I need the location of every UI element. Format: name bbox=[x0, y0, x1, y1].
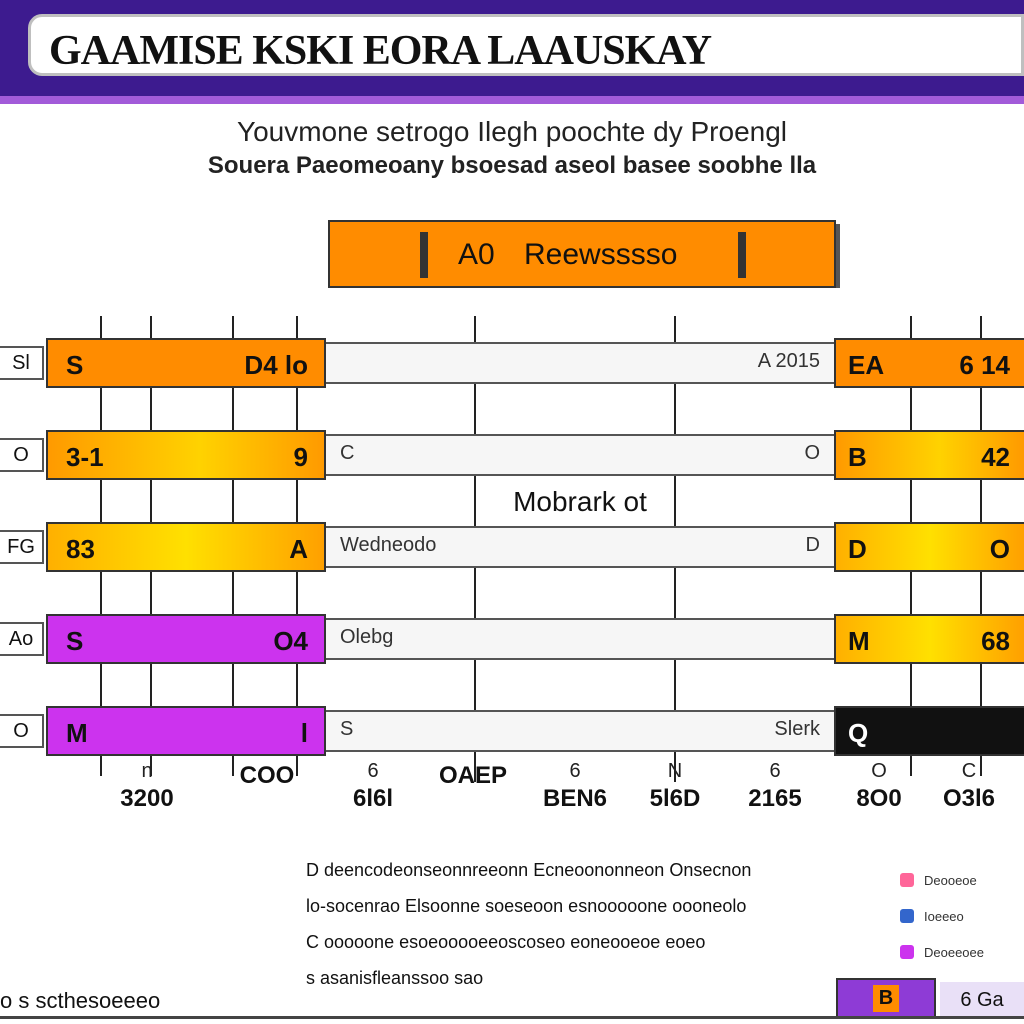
grid-row-2[interactable] bbox=[0, 430, 1024, 480]
row-label: O bbox=[0, 714, 44, 748]
right-value-a: D bbox=[848, 534, 867, 564]
row-mid-cell[interactable] bbox=[326, 434, 834, 476]
right-value-a: M bbox=[848, 626, 870, 656]
note-line: s asanisfleanssoo sao bbox=[306, 968, 484, 988]
mid-text-right: A 2015 bbox=[757, 350, 820, 372]
row-label: FG bbox=[0, 530, 44, 564]
axis-tick bbox=[720, 760, 830, 813]
schedule-grid bbox=[0, 316, 1024, 776]
button-left-bar bbox=[420, 232, 428, 278]
tick-bottom: 3200 bbox=[120, 785, 174, 812]
tick-top: O bbox=[871, 760, 887, 782]
legend bbox=[900, 862, 1020, 970]
tick-top: C bbox=[961, 760, 977, 782]
axis-tick bbox=[914, 760, 1024, 813]
grid-center-note: Mobrark ot bbox=[513, 486, 647, 517]
footer-text: o s scthesoeeeo bbox=[0, 988, 161, 1013]
tick-bottom: COO bbox=[239, 762, 295, 789]
row-mid-cell[interactable] bbox=[326, 342, 834, 384]
row-label: Ao bbox=[0, 622, 44, 656]
tick-bottom: 2165 bbox=[748, 785, 802, 812]
mid-text-left: Olebg bbox=[340, 626, 394, 648]
legend-label: Ioeeeo bbox=[924, 908, 964, 924]
header-button-code: A0 bbox=[458, 238, 495, 271]
left-value-a: 3-1 bbox=[66, 442, 104, 472]
tick-bottom: BEN6 bbox=[542, 785, 608, 812]
legend-label: Deoeeoee bbox=[924, 944, 984, 960]
tick-top: 6 bbox=[367, 760, 379, 782]
mid-text-left: Wedneodo bbox=[340, 534, 437, 556]
title-banner bbox=[28, 14, 1024, 76]
row-right-cell[interactable] bbox=[834, 706, 1024, 756]
left-value-b: O4 bbox=[273, 626, 308, 656]
mid-text-right: Slerk bbox=[774, 718, 820, 740]
grid-row-1[interactable] bbox=[0, 338, 1024, 388]
app-title: GAAMISE KSKI EORA LAAUSKAY bbox=[49, 28, 712, 74]
mid-text-left: S bbox=[340, 718, 354, 740]
row-mid-cell[interactable] bbox=[326, 618, 834, 660]
title-divider bbox=[0, 96, 1024, 104]
left-value-a: M bbox=[66, 718, 88, 748]
mid-text-right: D bbox=[805, 534, 820, 556]
right-value-a: EA bbox=[848, 350, 885, 380]
right-value-a: B bbox=[848, 442, 867, 472]
legend-swatch bbox=[900, 873, 914, 887]
axis-tick bbox=[418, 760, 528, 790]
row-left-cell[interactable] bbox=[46, 614, 326, 664]
row-label: O bbox=[0, 438, 44, 472]
button-right-bar bbox=[738, 232, 746, 278]
tick-top: 6 bbox=[769, 760, 781, 782]
page-headline: Youvmone setrogo Ilegh poochte dy Proengl bbox=[236, 116, 788, 147]
grid-row-3[interactable] bbox=[0, 522, 1024, 572]
legend-item bbox=[900, 898, 1020, 934]
left-value-a: 83 bbox=[66, 534, 95, 564]
right-value-b: 42 bbox=[981, 442, 1010, 472]
left-value-a: S bbox=[66, 350, 84, 380]
tick-bottom: O3l6 bbox=[942, 785, 996, 812]
tick-bottom: 5l6D bbox=[649, 785, 701, 812]
tick-top: 6 bbox=[569, 760, 581, 782]
tick-top: N bbox=[667, 760, 683, 782]
title-bar bbox=[0, 0, 1024, 100]
row-label: Sl bbox=[0, 346, 44, 380]
legend-swatch bbox=[900, 909, 914, 923]
row-left-cell[interactable] bbox=[46, 338, 326, 388]
axis-tick bbox=[620, 760, 730, 813]
note-line: lo-socenrao Elsoonne soeseoon esnooooone oooneolo bbox=[306, 896, 747, 916]
row-right-cell[interactable] bbox=[834, 614, 1024, 664]
axis-tick bbox=[520, 760, 630, 813]
legend-item bbox=[900, 934, 1020, 970]
legend-label: Deooeoe bbox=[924, 872, 977, 888]
right-value-a: Q bbox=[848, 718, 869, 748]
row-left-cell[interactable] bbox=[46, 430, 326, 480]
mid-text-left: C bbox=[340, 442, 355, 464]
time-axis bbox=[0, 760, 1024, 820]
footer-secondary-button[interactable]: 6 Ga bbox=[940, 982, 1024, 1018]
tick-bottom: 6l6l bbox=[352, 785, 394, 812]
right-value-b: 68 bbox=[981, 626, 1010, 656]
left-value-b: l bbox=[300, 718, 308, 748]
header-button-label: Reewsssso bbox=[524, 238, 678, 271]
row-right-cell[interactable] bbox=[834, 522, 1024, 572]
page-subline: Souera Paeomeoany bsoesad aseol basee soobhe lla bbox=[207, 152, 817, 179]
mid-text-right: O bbox=[804, 442, 820, 464]
legend-swatch bbox=[900, 945, 914, 959]
tick-bottom: 8O0 bbox=[856, 785, 902, 812]
left-value-b: A bbox=[289, 534, 308, 564]
left-value-a: S bbox=[66, 626, 84, 656]
grid-row-4[interactable] bbox=[0, 614, 1024, 664]
row-mid-cell[interactable] bbox=[326, 526, 834, 568]
axis-tick bbox=[92, 760, 202, 813]
legend-item bbox=[900, 862, 1020, 898]
footer-primary-button[interactable] bbox=[836, 978, 936, 1018]
grid-row-5[interactable] bbox=[0, 706, 1024, 756]
row-left-cell[interactable] bbox=[46, 522, 326, 572]
left-value-b: 9 bbox=[293, 442, 308, 472]
footer-divider bbox=[0, 1016, 1024, 1019]
tick-bottom: OAEP bbox=[438, 762, 507, 789]
right-value-b: O bbox=[989, 534, 1010, 564]
row-left-cell[interactable] bbox=[46, 706, 326, 756]
left-value-b: D4 lo bbox=[244, 350, 308, 380]
axis-tick bbox=[318, 760, 428, 813]
tick-top: n bbox=[141, 760, 153, 782]
note-line: D deencodeonseonnreeonn Ecneoononneon Onsecnon bbox=[306, 860, 752, 880]
notes-block bbox=[306, 860, 906, 1004]
row-right-cell[interactable] bbox=[834, 430, 1024, 480]
right-value-b: 6 14 bbox=[959, 350, 1010, 380]
note-line: C ooooone esoeooooeeoscoseo eoneooeoe eoeo bbox=[306, 932, 706, 952]
footer-primary-label: B bbox=[873, 985, 899, 1012]
row-right-cell[interactable] bbox=[834, 338, 1024, 388]
axis-tick bbox=[212, 760, 322, 790]
row-mid-cell[interactable] bbox=[326, 710, 834, 752]
header-action-button[interactable] bbox=[328, 220, 836, 288]
